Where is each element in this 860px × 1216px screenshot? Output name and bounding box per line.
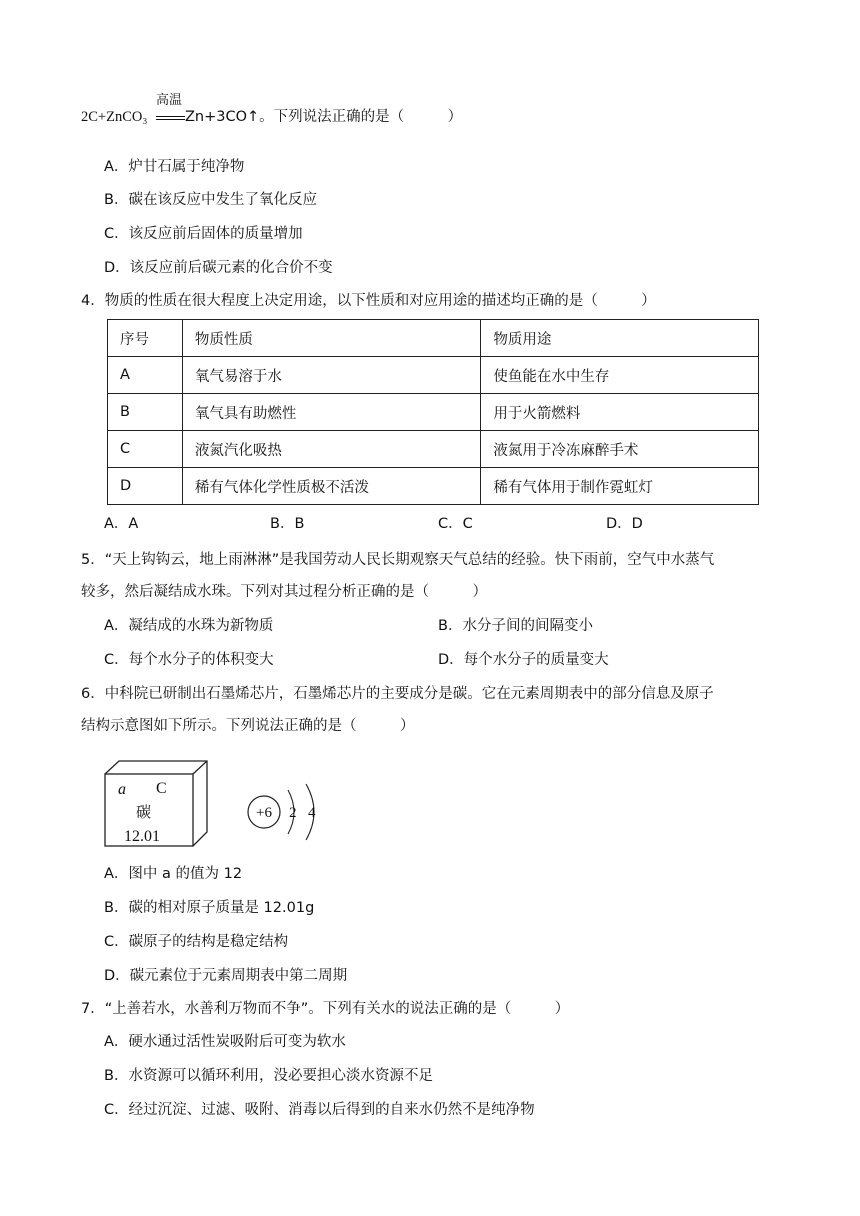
q6-option-b: B．碳的相对原子质量是 12.01g [104, 900, 315, 916]
q5-option-b: B．水分子间的间隔变小 [438, 618, 593, 634]
table-cell: C [108, 431, 183, 468]
table-cell: 液氮用于冷冻麻醉手术 [481, 431, 759, 468]
shell-electron-count: 2 [289, 805, 297, 821]
table-header-cell: 物质用途 [481, 320, 759, 357]
carbon-element-diagram [100, 760, 340, 850]
table-header-row [108, 320, 759, 357]
q5-stem-line1: 5．“天上钩钩云，地上雨淋淋”是我国劳动人民长期观察天气总结的经验。快下雨前，空气中水蒸气 [81, 552, 715, 568]
q4-stem: 4．物质的性质在很大程度上决定用途，以下性质和对应用途的描述均正确的是（ ） [81, 293, 656, 309]
q6-stem-line2: 结构示意图如下所示。下列说法正确的是（ ） [81, 718, 415, 734]
q7-option-b: B．水资源可以循环利用，没必要担心淡水资源不足 [104, 1068, 433, 1084]
q5-option-c: C．每个水分子的体积变大 [104, 652, 274, 668]
table-header-cell: 序号 [108, 320, 183, 357]
table-cell: A [108, 357, 183, 394]
q3-option-b: B．碳在该反应中发生了氧化反应 [104, 192, 317, 208]
table-cell: 液氮汽化吸热 [182, 431, 481, 468]
table-cell: 使鱼能在水中生存 [481, 357, 759, 394]
nucleus-charge: +6 [256, 805, 272, 821]
q6-option-a: A．图中 a 的值为 12 [104, 866, 243, 882]
q3-option-c: C．该反应前后固体的质量增加 [104, 226, 303, 242]
table-row [108, 468, 759, 505]
q3-option-d: D．该反应前后碳元素的化合价不变 [104, 260, 333, 276]
table-cell: 氧气易溶于水 [182, 357, 481, 394]
q3-option-a: A．炉甘石属于纯净物 [104, 159, 245, 175]
table-header-cell: 物质性质 [182, 320, 481, 357]
element-name: 碳 [136, 803, 152, 821]
table-row [108, 357, 759, 394]
q4-option-a: A．A [104, 516, 139, 532]
table-cell: 氧气具有助燃性 [182, 394, 481, 431]
table-cell: 稀有气体用于制作霓虹灯 [481, 468, 759, 505]
equals-bar-top [156, 116, 185, 117]
q7-stem: 7．“上善若水，水善利万物而不争”。下列有关水的说法正确的是（ ） [81, 1001, 570, 1017]
table-cell: 用于火箭燃料 [481, 394, 759, 431]
table-cell: B [108, 394, 183, 431]
table-cell: 稀有气体化学性质极不活泼 [182, 468, 481, 505]
atomic-number-symbol: a [118, 781, 126, 798]
q5-option-d: D．每个水分子的质量变大 [438, 652, 609, 668]
table-cell: D [108, 468, 183, 505]
q6-option-d: D．碳元素位于元素周期表中第二周期 [104, 968, 348, 984]
q7-option-a: A．硬水通过活性炭吸附后可变为软水 [104, 1034, 346, 1050]
q5-stem-line2: 较多，然后凝结成水珠。下列对其过程分析正确的是（ ） [81, 584, 487, 600]
q7-option-c: C．经过沉淀、过滤、吸附、消毒以后得到的自来水仍然不是纯净物 [104, 1102, 535, 1118]
q5-option-a: A．凝结成的水珠为新物质 [104, 618, 274, 634]
q4-option-b: B．B [270, 516, 305, 532]
property-use-table [107, 319, 759, 505]
q4-option-d: D．D [606, 516, 643, 532]
q6-stem-line1: 6．中科院已研制出石墨烯芯片，石墨烯芯片的主要成分是碳。它在元素周期表中的部分信息及原子 [81, 686, 714, 702]
q4-option-c: C．C [438, 516, 473, 532]
element-symbol: C [156, 780, 167, 797]
equals-bar-bottom [156, 119, 185, 120]
table-row [108, 431, 759, 468]
shell-electron-count: 4 [308, 805, 316, 821]
table-row [108, 394, 759, 431]
atomic-mass: 12.01 [124, 828, 160, 845]
equation-right: Zn+3CO↑。下列说法正确的是（ ） [185, 109, 463, 125]
reaction-condition: 高温 [156, 93, 183, 108]
equation-left: 2C+ZnCO₃ [81, 109, 148, 125]
q6-option-c: C．碳原子的结构是稳定结构 [104, 934, 289, 950]
